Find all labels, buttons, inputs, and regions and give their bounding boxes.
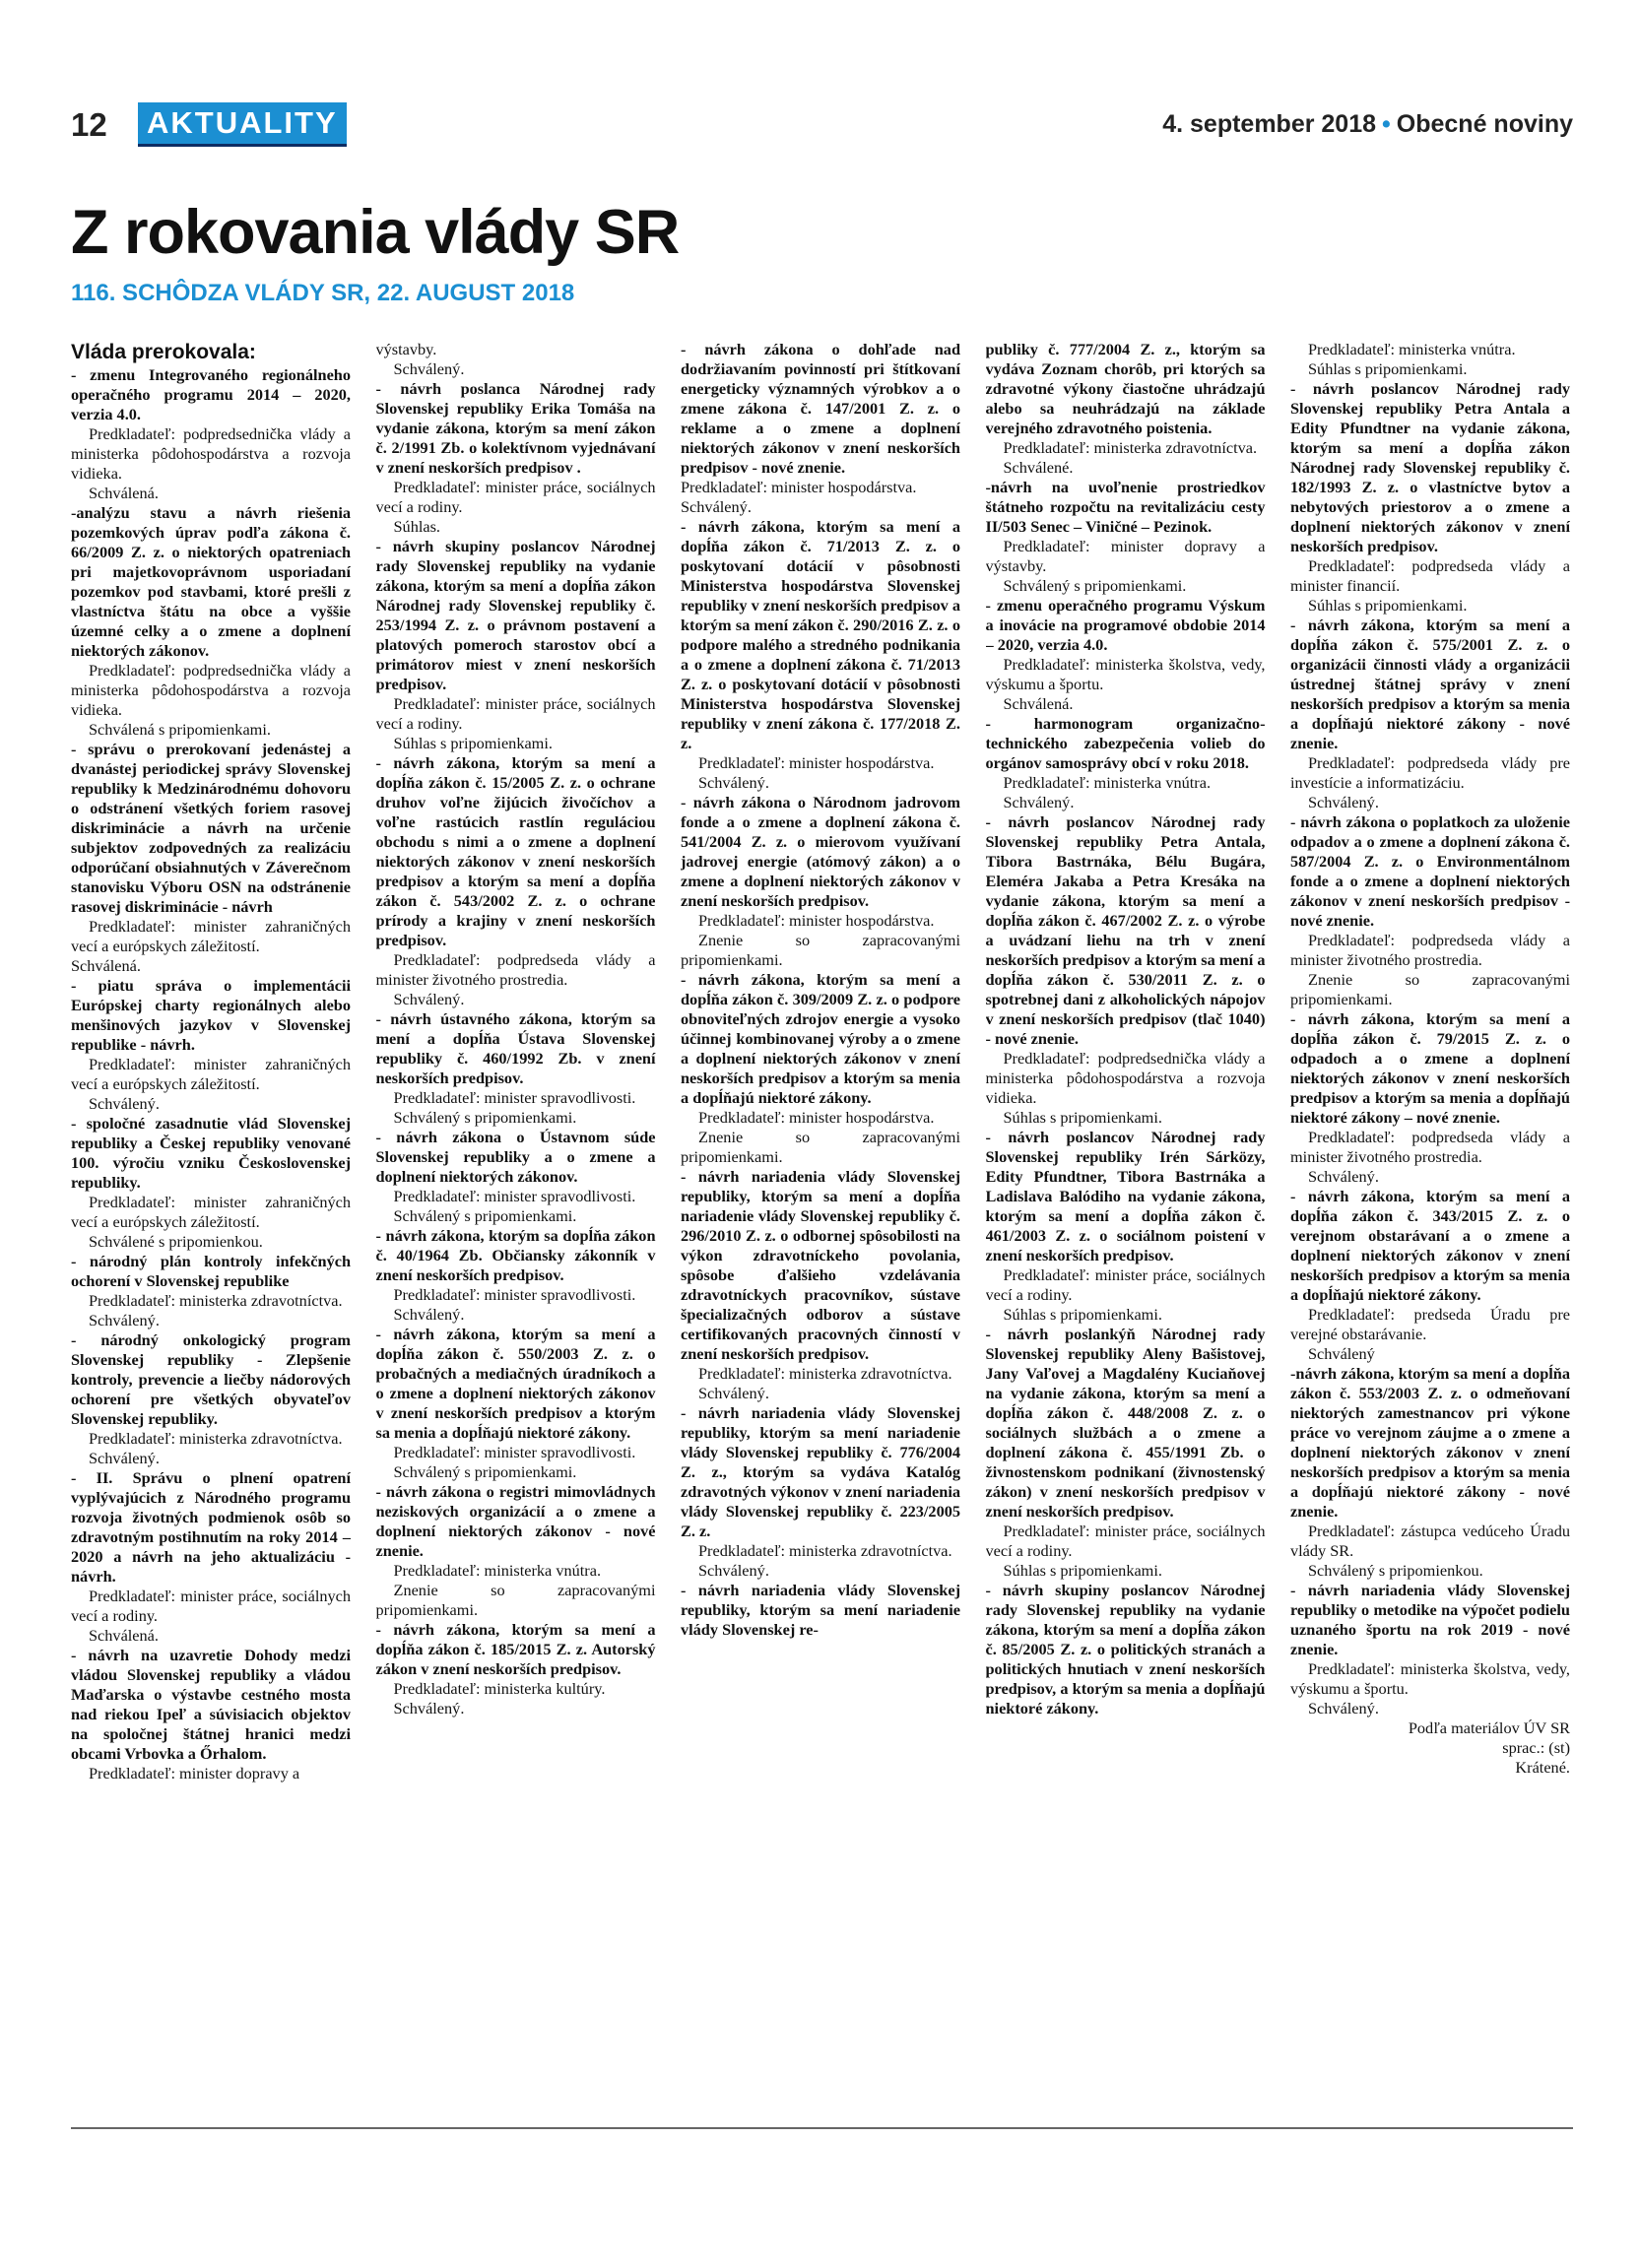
item-note: Predkladateľ: ministerka kultúry. <box>393 1679 606 1698</box>
item-note: Schválený s pripomienkou. <box>1308 1561 1483 1580</box>
item-note: Predkladateľ: minister hospodárstva. <box>698 911 935 930</box>
agenda-item: - návrh zákona o dohľade nad dodržiavaním povinností pri štítkovaní energeticky významných výrobkov a o zmene zákona č. 147/2001 Z. z. o reklame a o zmene a doplnení niektorých zákonov v znení neskorších predpisov - nové znenie. <box>681 340 960 477</box>
item-note: Schválený. <box>681 497 752 516</box>
item-note: Schválený. <box>698 1384 769 1402</box>
item-note: Znenie so zapracovanými pripomienkami. <box>681 931 960 969</box>
item-note: Predkladateľ: predseda Úradu pre verejné obstarávanie. <box>1290 1305 1570 1343</box>
text-column-4 <box>986 340 1266 2083</box>
item-note: Schválená. <box>89 484 159 502</box>
item-note: Schválená. <box>71 956 141 975</box>
source-note: sprac.: (st) <box>1502 1738 1570 1757</box>
item-note: Predkladateľ: minister práce, sociálnych vecí a rodiny. <box>985 1265 1266 1304</box>
agenda-item: - návrh zákona, ktorým sa dopĺňa zákon č. 40/1964 Zb. Občiansky zákonník v znení neskorších predpisov. <box>375 1226 656 1284</box>
item-note: Predkladateľ: ministerka vnútra. <box>1308 340 1516 358</box>
item-note: Predkladateľ: minister hospodárstva. <box>698 753 935 772</box>
item-note: Predkladateľ: podpredseda vlády pre investície a informatizáciu. <box>1290 753 1570 792</box>
item-note: Schválený. <box>393 990 465 1008</box>
item-note: Predkladateľ: podpredseda vlády a minister životného prostredia. <box>375 950 656 989</box>
item-note: Predkladateľ: minister zahraničných vecí a európskych záležitostí. <box>71 1193 351 1231</box>
agenda-item: - návrh ústavného zákona, ktorým sa mení a dopĺňa Ústava Slovenskej republiky č. 460/1992 Zb. v znení neskorších predpisov. <box>375 1009 656 1087</box>
item-note: Súhlas s pripomienkami. <box>1003 1561 1162 1580</box>
item-note: Súhlas s pripomienkami. <box>1003 1108 1162 1127</box>
agenda-item: - návrh zákona, ktorým sa mení a dopĺňa zákon č. 309/2009 Z. z. o podpore obnoviteľných zdrojov energie a vysoko účinnej kombinovanej výroby a o zmene a doplnení niektorých zákonov v znení neskorších predpisov a ktorým sa menia a dopĺňajú niektoré zákony. <box>681 970 960 1107</box>
item-note: Predkladateľ: minister zahraničných vecí a európskych záležitostí. <box>71 917 351 955</box>
agenda-item: - návrh zákona o registri mimovládnych neziskových organizácií a o zmene a doplnení niektorých zákonov - nové znenie. <box>375 1482 656 1560</box>
item-note: Predkladateľ: minister spravodlivosti. <box>393 1443 636 1461</box>
item-note: Predkladateľ: podpredsednička vlády a ministerka pôdohospodárstva a rozvoja vidieka. <box>71 661 351 719</box>
item-note: Schválený. <box>1308 793 1379 811</box>
agenda-item: - návrh zákona o poplatkoch za uloženie odpadov a o zmene a doplnení zákona č. 587/2004 Z. z. o Environmentálnom fonde a o zmene a doplnení niektorých zákonov v znení neskorších predpisov - nové znenie. <box>1290 812 1570 930</box>
agenda-item: - návrh poslancov Národnej rady Slovenskej republiky Irén Sárközy, Edity Pfundtner, Tibora Bastrnáka a Ladislava Balódiho na vydanie zákona, ktorým sa mení a dopĺňa zákon č. 461/2003 Z. z. o sociálnom poistení v znení neskorších predpisov. <box>985 1128 1266 1264</box>
item-note: Schválený. <box>89 1311 160 1329</box>
item-note: Schválený. <box>698 1561 769 1580</box>
agenda-item: - harmonogram organizačno-technického zabezpečenia volieb do orgánov samosprávy obcí v roku 2018. <box>985 714 1266 772</box>
item-note: Predkladateľ: minister práce, sociálnych vecí a rodiny. <box>71 1587 351 1625</box>
agenda-item: - návrh zákona o Národnom jadrovom fonde a o zmene a doplnení zákona č. 541/2004 Z. z. o mierovom využívaní jadrovej energie (atómový zákon) a o zmene a doplnení niektorých zákonov v znení neskorších predpisov. <box>681 793 960 910</box>
agenda-item: - návrh poslancov Národnej rady Slovenskej republiky Petra Antala, Tibora Bastrnáka, Bélu Bugára, Eleméra Jakaba a Petra Kresáka na vydanie zákona, ktorým sa mení a dopĺňa zákon č. 467/2002 Z. z. o výrobe a uvádzaní liehu na trh v znení neskorších predpisov a ktorým sa mení a dopĺňa zákon č. 530/2011 Z. z. o spotrebnej dani z alkoholických nápojov v znení neskorších predpisov (tlač 1040) - nové znenie. <box>985 812 1266 1048</box>
agenda-item: - návrh zákona, ktorým sa mení a dopĺňa zákon č. 185/2015 Z. z. Autorský zákon v znení neskorších predpisov. <box>375 1620 656 1678</box>
agenda-item: -analýzu stavu a návrh riešenia pozemkových úprav podľa zákona č. 66/2009 Z. z. o niektorých opatreniach pri majetkovoprávnom usporiadaní pozemkov pod stavbami, ktoré prešli z vlastníctva štátu na obce a vyššie územné celky a o zmene a doplnení niektorých zákonov. <box>71 503 351 660</box>
item-note: Schválený s pripomienkami. <box>393 1462 577 1481</box>
item-note: Schválená s pripomienkami. <box>89 720 271 739</box>
text-column-1 <box>71 340 351 2083</box>
item-note: Predkladateľ: podpredsednička vlády a ministerka pôdohospodárstva a rozvoja vidieka. <box>985 1049 1266 1107</box>
agenda-item: -návrh na uvoľnenie prostriedkov štátneho rozpočtu na revitalizáciu cesty II/503 Senec – Viničné – Pezinok. <box>985 478 1266 536</box>
article-body <box>71 340 1570 2083</box>
item-note: Schválený. <box>393 1699 465 1717</box>
agenda-item: - zmenu operačného programu Výskum a inovácie na programové obdobie 2014 – 2020, verzia 4.0. <box>985 596 1266 654</box>
agenda-item: - návrh zákona, ktorým sa mení a dopĺňa zákon č. 343/2015 Z. z. o verejnom obstarávaní a o zmene a doplnení niektorých zákonov v znení neskorších predpisov a ktorým sa menia a dopĺňajú niektoré zákony. <box>1290 1187 1570 1304</box>
item-note: Predkladateľ: ministerka zdravotníctva. <box>698 1541 952 1560</box>
section-label: AKTUALITY <box>138 102 347 147</box>
agenda-item: - návrh zákona, ktorým sa mení a dopĺňa zákon č. 550/2003 Z. z. o probačných a mediačných úradníkoch a o zmene a doplnení niektorých zákonov v znení neskorších predpisov a ktorým sa menia a dopĺňajú niektoré zákony. <box>375 1325 656 1442</box>
agenda-item: - návrh skupiny poslancov Národnej rady Slovenskej republiky na vydanie zákona, ktorým sa mení a dopĺňa zákon č. 85/2005 Z. z. o politických stranách a politických hnutiach v znení neskorších predpisov, a ktorým sa menia a dopĺňajú niektoré zákony. <box>985 1581 1266 1717</box>
item-note: výstavby. <box>375 340 437 358</box>
agenda-item: - piatu správa o implementácii Európskej charty regionálnych alebo menšinových jazykov v Slovenskej republike - návrh. <box>71 976 351 1054</box>
agenda-item: - návrh poslanca Národnej rady Slovenskej republiky Erika Tomáša na vydanie zákona, ktorým sa mení zákon č. 2/1991 Zb. o kolektívnom vyjednávaní v znení neskorších predpisov . <box>375 379 656 477</box>
page-number: 12 <box>71 106 107 143</box>
item-note: Súhlas s pripomienkami. <box>1308 596 1468 615</box>
agenda-item: - návrh nariadenia vlády Slovenskej republiky o metodike na výpočet podielu uznaného športu na rok 2019 - nové znenie. <box>1290 1581 1570 1658</box>
text-column-2 <box>376 340 656 2083</box>
item-note: Schválený s pripomienkami. <box>1003 576 1187 595</box>
item-note: Schválená. <box>1003 694 1074 713</box>
page-header <box>71 102 1573 150</box>
item-note: Predkladateľ: podpredseda vlády a minister životného prostredia. <box>1290 931 1570 969</box>
item-note: Schválený. <box>89 1094 160 1113</box>
agenda-item: - národný onkologický program Slovenskej republiky - Zlepšenie kontroly, prevencie a liečby nádorových ochorení pre všetkých obyvateľov Slovenskej republiky. <box>71 1330 351 1428</box>
article-title: Z rokovania vlády SR <box>71 198 680 267</box>
item-note: Predkladateľ: ministerka vnútra. <box>1003 773 1212 792</box>
item-note: Predkladateľ: minister zahraničných vecí a európskych záležitostí. <box>71 1055 351 1093</box>
agenda-item: - správu o prerokovaní jedenástej a dvanástej periodickej správy Slovenskej republiky k Medzinárodnému dohovoru o odstránení všetkých foriem rasovej diskriminácie a návrh na určenie subjektov zodpovedných za realizáciu odporúčaní obsiahnutých v Záverečnom stanovisku Výboru OSN na odstránenie rasovej diskriminácie - návrh <box>71 740 351 916</box>
item-note: Predkladateľ: podpredsednička vlády a ministerka pôdohospodárstva a rozvoja vidieka. <box>71 424 351 483</box>
item-note: Predkladateľ: minister spravodlivosti. <box>393 1088 636 1107</box>
item-note: Predkladateľ: ministerka školstva, vedy, výskumu a športu. <box>1290 1659 1570 1698</box>
item-note: Schválená. <box>89 1626 159 1645</box>
agenda-item: - návrh nariadenia vlády Slovenskej republiky, ktorým sa mení nariadenie vlády Slovenskej re- <box>681 1581 960 1639</box>
item-note: Predkladateľ: minister dopravy a <box>89 1764 300 1782</box>
agenda-item: - návrh zákona, ktorým sa mení a dopĺňa zákon č. 71/2013 Z. z. o poskytovaní dotácií v pôsobnosti Ministerstva hospodárstva Slovenskej republiky v znení neskorších predpisov a ktorým sa mení zákon č. 290/2016 Z. z. o podpore malého a stredného podnikania a o zmene a doplnení zákona č. 71/2013 Z. z. o poskytovaní dotácií v pôsobnosti Ministerstva hospodárstva Slovenskej republiky v znení zákona č. 177/2018 Z. z. <box>681 517 960 752</box>
item-note: Schválený s pripomienkami. <box>393 1108 577 1127</box>
agenda-item: - návrh zákona, ktorým sa mení a dopĺňa zákon č. 15/2005 Z. z. o ochrane druhov voľne žijúcich živočíchov a voľne rastúcich rastlín reguláciou obchodu s nimi a o zmene a doplnení niektorých zákonov v znení neskorších predpisov a ktorým sa mení a dopĺňa zákon č. 543/2002 Z. z. o ochrane prírody a krajiny v znení neskorších predpisov. <box>375 753 656 949</box>
item-note: Schválené s pripomienkou. <box>89 1232 263 1251</box>
item-note: Schválený. <box>1003 793 1075 811</box>
item-note: Predkladateľ: ministerka zdravotníctva. <box>1003 438 1258 457</box>
header-dateline <box>1162 110 1573 139</box>
publication-name: Obecné noviny <box>1396 110 1573 138</box>
article-subtitle: 116. SCHÔDZA VLÁDY SR, 22. AUGUST 2018 <box>71 280 575 306</box>
agenda-item: - návrh na uzavretie Dohody medzi vládou Slovenskej republiky a vládou Maďarska o výstavbe cestného mosta nad riekou Ipeľ a súvisiacich objektov na spoločnej štátnej hranici medzi obcami Vrbovka a Őrhalom. <box>71 1646 351 1763</box>
agenda-item: - návrh nariadenia vlády Slovenskej republiky, ktorým sa mení a dopĺňa nariadenie vlády Slovenskej republiky č. 296/2010 Z. z. o odbornej spôsobilosti na výkon zdravotníckeho povolania, spôsobe ďalšieho vzdelávania zdravotníckych pracovníkov, sústave špecializačných odborov a sústave certifikovaných pracovných činností v znení neskorších predpisov. <box>681 1167 960 1363</box>
agenda-item: - zmenu Integrovaného regionálneho operačného programu 2014 – 2020, verzia 4.0. <box>71 365 351 423</box>
source-note: Podľa materiálov ÚV SR <box>1408 1718 1570 1737</box>
item-note: Schválený. <box>89 1449 160 1467</box>
item-note: Súhlas s pripomienkami. <box>393 734 553 752</box>
item-note: Predkladateľ: minister práce, sociálnych vecí a rodiny. <box>985 1522 1266 1560</box>
text-column-3 <box>681 340 960 2083</box>
item-note: Schválený. <box>1308 1699 1379 1717</box>
agenda-item: - národný plán kontroly infekčných ochorení v Slovenskej republike <box>71 1252 351 1290</box>
text-column-5 <box>1290 340 1570 2083</box>
agenda-item: - návrh zákona o Ústavnom súde Slovenskej republiky a o zmene a doplnení niektorých zákonov. <box>375 1128 656 1186</box>
item-note: Predkladateľ: ministerka zdravotníctva. <box>89 1429 343 1448</box>
item-note: Súhlas s pripomienkami. <box>1003 1305 1162 1324</box>
item-note: Predkladateľ: zástupca vedúceho Úradu vlády SR. <box>1290 1522 1570 1560</box>
agenda-item: - návrh zákona, ktorým sa mení a dopĺňa zákon č. 575/2001 Z. z. o organizácii činnosti vlády a organizácii ústrednej štátnej správy v znení neskorších predpisov a ktorým sa menia a dopĺňajú niektoré zákony - nové znenie. <box>1290 616 1570 752</box>
item-note: Predkladateľ: ministerka zdravotníctva. <box>698 1364 952 1383</box>
item-note: Schválený. <box>1308 1167 1379 1186</box>
agenda-item: - návrh skupiny poslancov Národnej rady Slovenskej republiky na vydanie zákona, ktorým sa mení a dopĺňa zákon Národnej rady Slovenskej republiky č. 253/1994 Z. z. o právnom postavení a platových pomeroch starostov obcí a primátorov miest v znení neskorších predpisov. <box>375 537 656 693</box>
agenda-item: - návrh poslankýň Národnej rady Slovenskej republiky Aleny Bašistovej, Jany Vaľovej a Magdalény Kuciaňovej na vydanie zákona, ktorým sa mení a dopĺňa zákon č. 448/2008 Z. z. o sociálnych službách a o zmene a doplnení zákona č. 455/1991 Zb. o živnostenskom podnikaní (živnostenský zákon) v znení neskorších predpisov v znení neskorších predpisov. <box>985 1325 1266 1521</box>
header-bullet: • <box>1382 110 1391 138</box>
item-note: Súhlas. <box>393 517 440 536</box>
item-note: Predkladateľ: ministerka zdravotníctva. <box>89 1291 343 1310</box>
item-note: Predkladateľ: minister práce, sociálnych vecí a rodiny. <box>375 694 656 733</box>
item-note: Schválený. <box>393 1305 465 1324</box>
agenda-item: - návrh nariadenia vlády Slovenskej republiky, ktorým sa mení nariadenie vlády Slovenskej republiky č. 776/2004 Z. z., ktorým sa vydáva Katalóg zdravotných výkonov v znení nariadenia vlády Slovenskej republiky č. 223/2005 Z. z. <box>681 1403 960 1540</box>
item-note: Predkladateľ: minister hospodárstva. <box>698 1108 935 1127</box>
issue-date: 4. september 2018 <box>1162 110 1377 138</box>
item-note: Znenie so zapracovanými pripomienkami. <box>375 1581 656 1619</box>
agenda-item: - spoločné zasadnutie vlád Slovenskej republiky a Českej republiky venované 100. výročiu vzniku Československej republiky. <box>71 1114 351 1192</box>
item-note: Predkladateľ: podpredseda vlády a minister životného prostredia. <box>1290 1128 1570 1166</box>
item-note: Znenie so zapracovanými pripomienkami. <box>681 1128 960 1166</box>
item-note: Schválený <box>1308 1344 1375 1363</box>
agenda-item: -návrh zákona, ktorým sa mení a dopĺňa zákon č. 553/2003 Z. z. o odmeňovaní niektorých zamestnancov pri výkone práce vo verejnom záujme a o zmene a doplnení niektorých zákonov v znení neskorších predpisov a ktorým sa menia a dopĺňajú niektoré zákony - nové znenie. <box>1290 1364 1570 1521</box>
item-note: Predkladateľ: minister dopravy a výstavby. <box>985 537 1266 575</box>
item-note: Schválený. <box>698 773 769 792</box>
item-note: Schválený. <box>393 359 465 378</box>
item-note: Predkladateľ: ministerka vnútra. <box>393 1561 602 1580</box>
item-note: Predkladateľ: minister hospodárstva. <box>681 478 917 496</box>
agenda-item: publiky č. 777/2004 Z. z., ktorým sa vydáva Zoznam chorôb, pri ktorých sa zdravotné výkony čiastočne uhrádzajú alebo sa neuhrádzajú na základe verejného zdravotného poistenia. <box>985 340 1266 437</box>
item-note: Schválený s pripomienkami. <box>393 1206 577 1225</box>
agenda-heading: Vláda prerokovala: <box>71 341 256 363</box>
item-note: Predkladateľ: minister spravodlivosti. <box>393 1285 636 1304</box>
item-note: Schválené. <box>1003 458 1074 477</box>
agenda-item: - návrh poslancov Národnej rady Slovenskej republiky Petra Antala a Edity Pfundtner na vydanie zákona, ktorým sa mení a dopĺňa zákon Národnej rady Slovenskej republiky č. 182/1993 Z. z. o vlastníctve bytov a nebytových priestorov a o zmene a doplnení niektorých zákonov v znení neskorších predpisov. <box>1290 379 1570 555</box>
item-note: Predkladateľ: ministerka školstva, vedy, výskumu a športu. <box>985 655 1266 693</box>
item-note: Znenie so zapracovanými pripomienkami. <box>1290 970 1570 1008</box>
item-note: Súhlas s pripomienkami. <box>1308 359 1468 378</box>
agenda-item: - návrh zákona, ktorým sa mení a dopĺňa zákon č. 79/2015 Z. z. o odpadoch a o zmene a doplnení niektorých zákonov v znení neskorších predpisov a ktorým sa menia a dopĺňajú niektoré zákony – nové znenie. <box>1290 1009 1570 1127</box>
item-note: Predkladateľ: minister práce, sociálnych vecí a rodiny. <box>375 478 656 516</box>
item-note: Predkladateľ: podpredseda vlády a minister financií. <box>1290 556 1570 595</box>
agenda-item: - II. Správu o plnení opatrení vyplývajúcich z Národného programu rozvoja životných podmienok osôb so zdravotným postihnutím na roky 2014 – 2020 a návrh na jeho aktualizáciu - návrh. <box>71 1468 351 1586</box>
footer-rule <box>71 2127 1573 2129</box>
source-note: Krátené. <box>1515 1758 1570 1777</box>
item-note: Predkladateľ: minister spravodlivosti. <box>393 1187 636 1205</box>
